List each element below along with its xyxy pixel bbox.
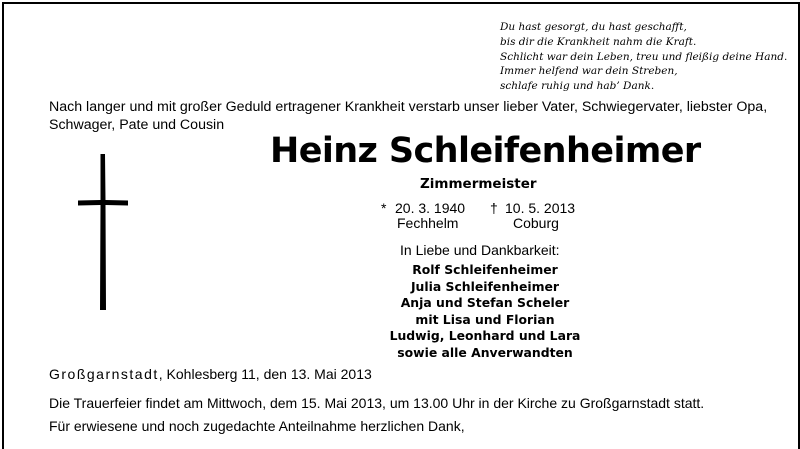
death-date: 10. 5. 2013 (505, 200, 576, 216)
place-name: Großgarnstadt (49, 366, 159, 382)
death-symbol: † (490, 200, 498, 216)
intro-line: Schwager, Pate und Cousin (49, 116, 225, 133)
poem-line: schlafe ruhig und hab’ Dank. (500, 80, 655, 93)
poem-line: Schlicht war dein Leben, treu und fleißig deine Hand. (500, 50, 788, 63)
mourner-name: Ludwig, Leonhard und Lara (389, 328, 581, 343)
address-date: , Kohlesberg 11, den 13. Mai 2013 (158, 366, 372, 382)
place-date-line (49, 366, 779, 382)
memorial-poem (500, 20, 790, 94)
mourner-name: sowie alle Anverwandten (397, 344, 573, 360)
poem-line: Du hast gesorgt, du hast geschafft, (500, 21, 687, 33)
deceased-occupation: Zimmermeister (420, 176, 537, 192)
gratitude-line: Für erwiesene und noch zugedachte Anteilnahme herzlichen Dank, (49, 418, 465, 434)
mourner-name: Rolf Schleifenheimer (412, 262, 558, 277)
intro-line: Nach langer und mit großer Geduld ertragener Krankheit verstarb unser lieber Vater, Schwiegervater, liebster Opa, (49, 99, 768, 115)
birth-place: Fechhelm (397, 215, 459, 231)
thanks-intro: In Liebe und Dankbarkeit: (400, 242, 560, 258)
poem-line: bis dir die Krankheit nahm die Kraft. (500, 35, 697, 48)
deceased-name: Heinz Schleifenheimer (270, 131, 701, 171)
mourner-name: mit Lisa und Florian (415, 311, 555, 327)
funeral-info: Die Trauerfeier findet am Mittwoch, dem 15. Mai 2013, um 13.00 Uhr in der Kirche zu Großgarnstadt statt. (49, 395, 705, 411)
mourner-name: Julia Schleifenheimer (410, 278, 560, 294)
birth-symbol: * (381, 200, 387, 216)
mourner-name: Anja und Stefan Scheler (400, 295, 570, 310)
intro-text (49, 99, 779, 134)
birth-date: 20. 3. 1940 (395, 200, 466, 216)
cross-icon (75, 152, 131, 312)
poem-line: Immer helfend war dein Streben, (500, 65, 678, 78)
mourners-list (330, 262, 640, 361)
death-place: Coburg (513, 215, 559, 231)
